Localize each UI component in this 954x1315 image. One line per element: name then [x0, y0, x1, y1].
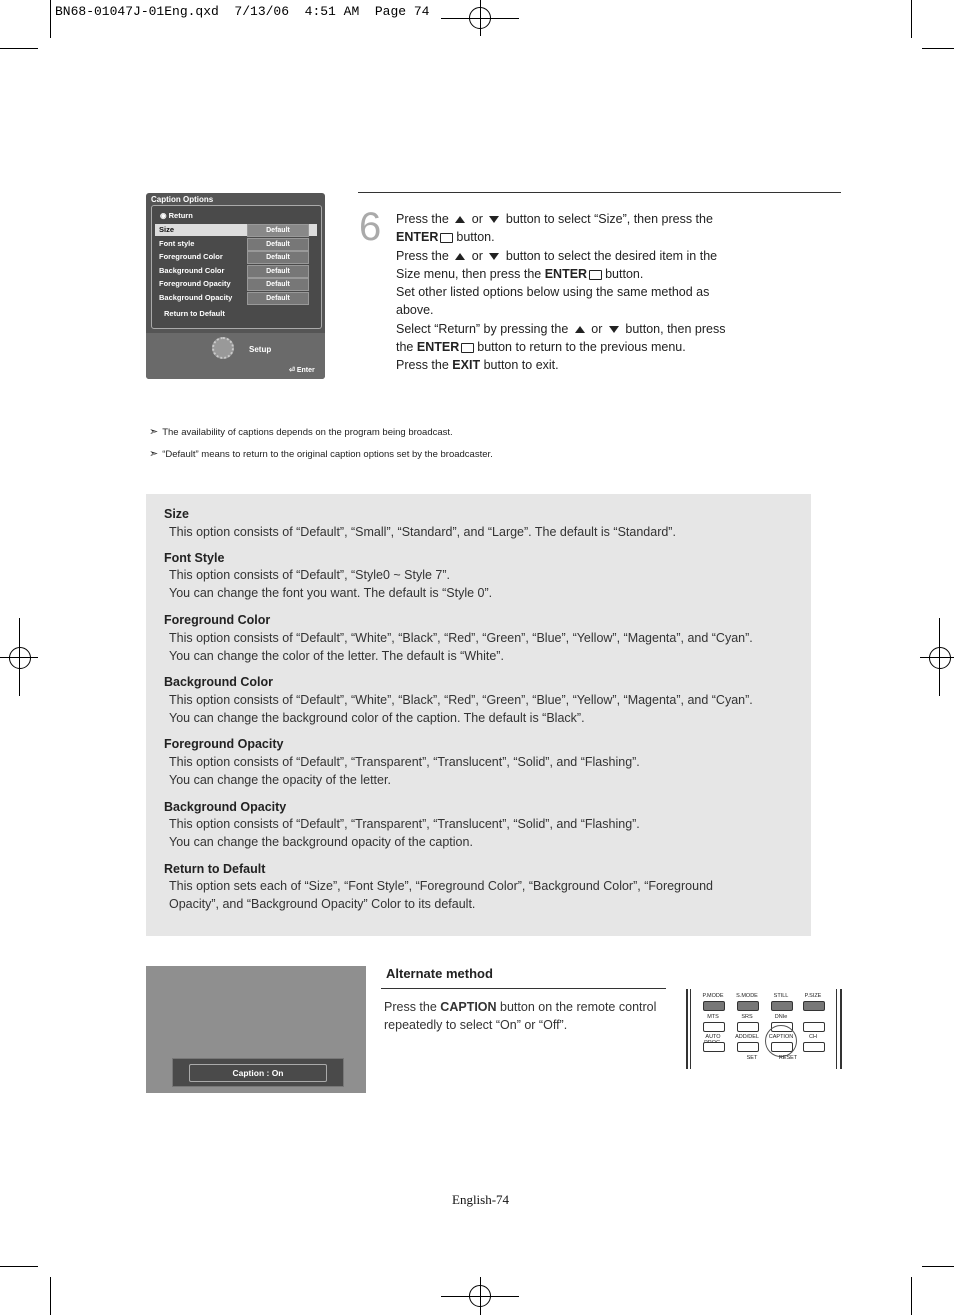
- enter-icon: [461, 343, 474, 353]
- caption-options-osd: [146, 193, 325, 379]
- registration-mark: [929, 647, 951, 669]
- pmode-button: [703, 1001, 725, 1011]
- smode-button: [737, 1001, 759, 1011]
- caption-options-descriptions: [146, 494, 811, 936]
- crop-mark: [911, 0, 912, 38]
- down-arrow-icon: [489, 253, 499, 260]
- option-desc: This option consists of “Default”, “Transparent”, “Translucent”, “Solid”, and “Flashing”.: [169, 755, 640, 769]
- crop-mark: [922, 48, 954, 49]
- crop-mark: [50, 1277, 51, 1315]
- osd-setup-label: Setup: [249, 345, 272, 354]
- crop-mark: [0, 1266, 38, 1267]
- file-info-header: BN68-01047J-01Eng.qxd 7/13/06 4:51 AM Page 74: [55, 4, 430, 19]
- remote-edge: [690, 989, 691, 1069]
- still-button: [771, 1001, 793, 1011]
- alternate-method-text: Press the CAPTION button on the remote control repeatedly to select “On” or “Off”.: [384, 1000, 657, 1032]
- option-title: Size: [164, 507, 190, 521]
- auto-prog-label: AUTO: [705, 1034, 721, 1040]
- option-title: Return to Default: [164, 862, 266, 876]
- osd-menu: [151, 205, 322, 329]
- osd-return-to-default[interactable]: Return to Default: [164, 309, 225, 318]
- mts-button: [703, 1022, 725, 1032]
- option-desc: This option consists of “Default”, “White”, “Black”, “Red”, “Green”, “Blue”, “Yellow”, “Magenta”, and “Cyan”.: [169, 631, 753, 645]
- option-title: Foreground Opacity: [164, 737, 284, 751]
- enter-icon: [440, 233, 453, 243]
- crop-mark: [922, 1266, 954, 1267]
- up-arrow-icon: [455, 253, 465, 260]
- step-divider: [358, 192, 841, 193]
- alternate-method-title: Alternate method: [386, 966, 493, 981]
- srs-button: [737, 1022, 759, 1032]
- option-desc: Opacity”, and “Background Opacity” Color to its default.: [169, 897, 476, 911]
- pmode-label: P.MODE: [702, 993, 724, 999]
- up-arrow-icon: [575, 326, 585, 333]
- osd-row-background-opacity[interactable]: Background Opacity Default: [155, 292, 317, 304]
- crop-mark: [50, 0, 51, 38]
- auto-prog-button: [703, 1042, 725, 1052]
- osd-row-font-style[interactable]: Font style Default: [155, 238, 317, 250]
- option-title: Font Style: [164, 551, 225, 565]
- option-title: Background Color: [164, 675, 274, 689]
- note: ➣ “Default” means to return to the original caption options set by the broadcaster.: [149, 448, 493, 460]
- ch-down-button: [803, 1042, 825, 1052]
- page-number: English-74: [452, 1192, 510, 1207]
- osd-title: Caption Options: [151, 195, 214, 204]
- option-desc: You can change the color of the letter. The default is “White”.: [169, 649, 504, 663]
- registration-mark: [469, 1285, 491, 1307]
- caption-label: CAPTION: [768, 1034, 794, 1040]
- option-desc: This option consists of “Default”, “Transparent”, “Translucent”, “Solid”, and “Flashing”.: [169, 817, 640, 831]
- psize-label: P.SIZE: [804, 993, 822, 999]
- alternate-divider: [381, 988, 666, 989]
- srs-label: SRS: [741, 1014, 753, 1020]
- reset-label: RESET: [778, 1055, 798, 1061]
- osd-row-foreground-color[interactable]: Foreground Color Default: [155, 251, 317, 263]
- caption-highlight-circle: [765, 1025, 797, 1057]
- down-arrow-icon: [609, 326, 619, 333]
- remote-control-illustration: [686, 989, 842, 1069]
- setup-gear-icon: [212, 337, 234, 359]
- osd-return-item[interactable]: ◉ Return: [160, 211, 193, 220]
- enter-icon: [589, 270, 602, 280]
- note: ➣ The availability of captions depends on the program being broadcast.: [149, 426, 453, 438]
- option-desc: You can change the background opacity of the caption.: [169, 835, 473, 849]
- remote-edge: [686, 989, 688, 1069]
- caption-status-bar: [172, 1058, 344, 1087]
- remote-edge: [840, 989, 842, 1069]
- dnie-label: DNIe: [774, 1014, 788, 1020]
- option-desc: You can change the font you want. The default is “Style 0”.: [169, 586, 493, 600]
- option-desc: This option consists of “Default”, “Small”, “Standard”, and “Large”. The default is “Standard”.: [169, 525, 676, 539]
- psize-button: [803, 1001, 825, 1011]
- option-title: Background Opacity: [164, 800, 287, 814]
- set-label: SET: [746, 1055, 758, 1061]
- smode-label: S.MODE: [736, 993, 758, 999]
- caption-on-screen: [146, 966, 366, 1093]
- option-desc: You can change the background color of the caption. The default is “Black”.: [169, 711, 585, 725]
- osd-row-foreground-opacity[interactable]: Foreground Opacity Default: [155, 278, 317, 290]
- note-arrow-icon: ➣: [149, 448, 159, 460]
- crop-mark: [911, 1277, 912, 1315]
- osd-enter-hint: ⏎ Enter: [289, 367, 315, 374]
- remote-edge: [836, 989, 837, 1069]
- option-desc: You can change the opacity of the letter.: [169, 773, 391, 787]
- option-desc: This option consists of “Default”, “Style0 ~ Style 7”.: [169, 568, 451, 582]
- add-del-button: [737, 1042, 759, 1052]
- osd-footer: [146, 333, 325, 379]
- option-title: Foreground Color: [164, 613, 271, 627]
- still-label: STILL: [773, 993, 789, 999]
- option-desc: This option consists of “Default”, “White”, “Black”, “Red”, “Green”, “Blue”, “Yellow”, “Magenta”, and “Cyan”.: [169, 693, 753, 707]
- up-arrow-icon: [455, 216, 465, 223]
- ch-label: CH: [809, 1034, 817, 1040]
- down-arrow-icon: [489, 216, 499, 223]
- step-number: 6: [359, 205, 382, 249]
- registration-mark: [469, 7, 491, 29]
- caption-status: Caption : On: [189, 1064, 327, 1082]
- note-arrow-icon: ➣: [149, 426, 159, 438]
- crop-mark: [0, 48, 38, 49]
- option-desc: This option sets each of “Size”, “Font Style”, “Foreground Color”, “Background Color”, “Foreground: [169, 879, 713, 893]
- registration-mark: [9, 647, 31, 669]
- mts-label: MTS: [707, 1014, 719, 1020]
- ch-up-button: [803, 1022, 825, 1032]
- osd-row-size[interactable]: Size Default: [155, 224, 317, 236]
- osd-row-background-color[interactable]: Background Color Default: [155, 265, 317, 277]
- step-instructions: Press the or button to select “Size”, then press the ENTER button. Press the or button to select the desired item in the Size menu, then press the ENTER button. Set other listed options below using the same method as above. Select “Return” by pressing the or button, then press the ENTER button to return to the previous menu. Press the EXIT button to exit.: [396, 212, 726, 373]
- add-del-label: ADD/DEL: [735, 1034, 759, 1040]
